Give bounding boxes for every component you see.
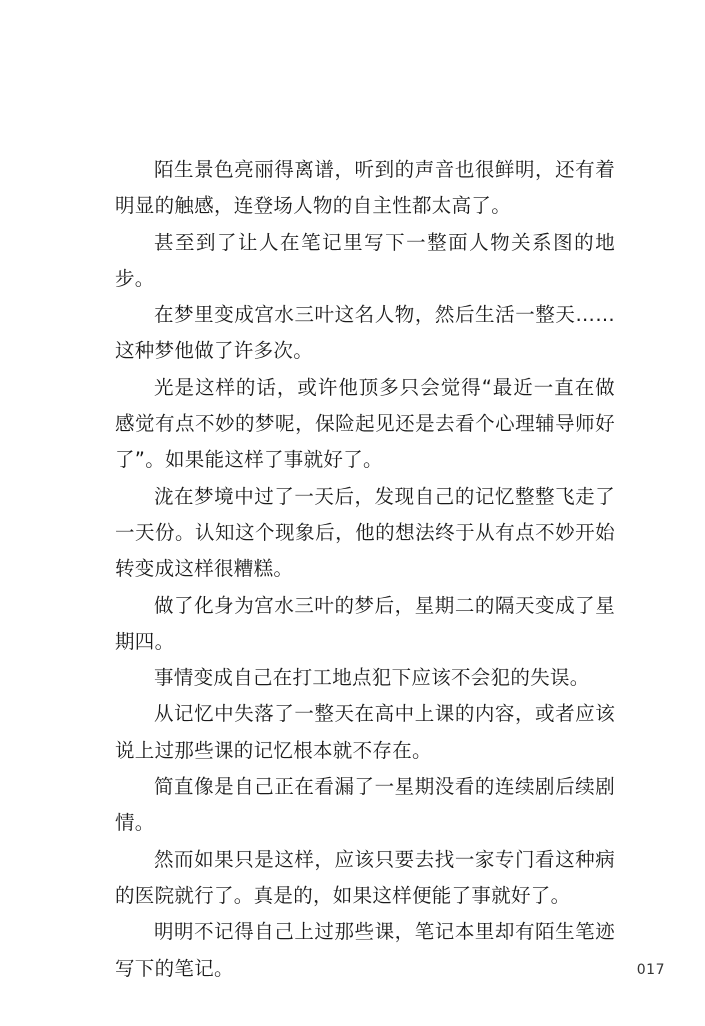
paragraph: 泷在梦境中过了一天后，发现自己的记忆整整飞走了一天份。认知这个现象后，他的想法终于从有点不妙开始转变成这样很糟糕。 — [115, 484, 615, 581]
page-number: 017 — [636, 962, 665, 978]
paragraph: 光是这样的话，或许他顶多只会觉得“最近一直在做感觉有点不妙的梦呢，保险起见还是去看个心理辅导师好了”。如果能这样了事就好了。 — [115, 375, 615, 472]
paragraph: 从记忆中失落了一整天在高中上课的内容，或者应该说上过那些课的记忆根本就不存在。 — [115, 702, 615, 762]
paragraph: 明明不记得自己上过那些课，笔记本里却有陌生笔迹写下的笔记。 — [115, 920, 615, 980]
paragraph: 然而如果只是这样，应该只要去找一家专门看这种病的医院就行了。真是的，如果这样便能了事就好了。 — [115, 847, 615, 907]
paragraph: 事情变成自己在打工地点犯下应该不会犯的失误。 — [154, 666, 590, 690]
paragraph: 简直像是自己正在看漏了一星期没看的连续剧后续剧情。 — [115, 775, 615, 835]
paragraph: 在梦里变成宫水三叶这名人物，然后生活一整天……这种梦他做了许多次。 — [115, 303, 615, 363]
paragraph: 做了化身为宫水三叶的梦后，星期二的隔天变成了星期四。 — [115, 593, 615, 653]
paragraph: 陌生景色亮丽得离谱，听到的声音也很鲜明，还有着明显的触感，连登场人物的自主性都太高了。 — [115, 158, 615, 218]
body-text — [115, 152, 615, 987]
paragraph: 甚至到了让人在笔记里写下一整面人物关系图的地步。 — [115, 230, 615, 290]
